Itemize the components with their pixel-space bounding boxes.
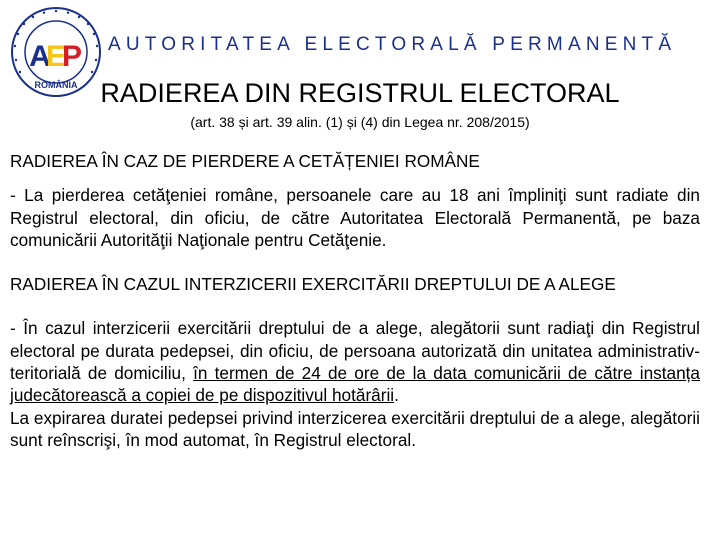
svg-text:P: P (61, 40, 83, 73)
svg-text:E: E (45, 40, 67, 73)
logo-ring-text: ROMÂNIA (34, 80, 78, 90)
legal-reference: (art. 38 și art. 39 alin. (1) și (4) din Legea nr. 208/2015) (190, 114, 530, 130)
section-heading-citizenship: RADIEREA ÎN CAZ DE PIERDERE A CETĂȚENIEI ROMÂNE (10, 151, 480, 171)
paragraph-interdiction-text: - În cazul interzicerii exercitării dreptului de a alege, alegătorii sunt radiaţi din Registrul electoral pe durata pedepsei, din oficiu, de persoana autorizată din unitatea administrativ-teritorială de domiciliu, (10, 318, 700, 384)
document-body (10, 150, 700, 451)
page-title: RADIEREA DIN REGISTRUL ELECTORAL (100, 78, 620, 108)
paragraph-citizenship: - La pierderea cetăţeniei române, persoanele care au 18 ani împliniţi sunt radiate din Registrul electoral, din oficiu, de către Autoritatea Electorală Permanentă, pe baza comunicării Autorităţii Naţionale pentru Cetăţenie. (10, 185, 700, 250)
svg-text:A: A (29, 40, 51, 73)
paragraph-interdiction-end: . (394, 385, 399, 406)
paragraph-interdiction (10, 317, 700, 406)
paragraph-reinscription: La expirarea duratei pedepsei privind interzicerea exercitării dreptului de a alege, alegătorii sunt reînscrişi, în mod automat, în Registrul electoral. (10, 407, 700, 450)
agency-name: AUTORITATEA ELECTORALĂ PERMANENTĂ (108, 34, 677, 55)
section-heading-interdiction: RADIEREA ÎN CAZUL INTERZICERII EXERCITĂRII DREPTULUI DE A ALEGE (10, 274, 616, 295)
paragraph-interdiction-underlined: în termen de 24 de ore de la data comunicării de către instanța judecătorească a copiei de pe dispozitivul hotărârii (10, 363, 700, 406)
